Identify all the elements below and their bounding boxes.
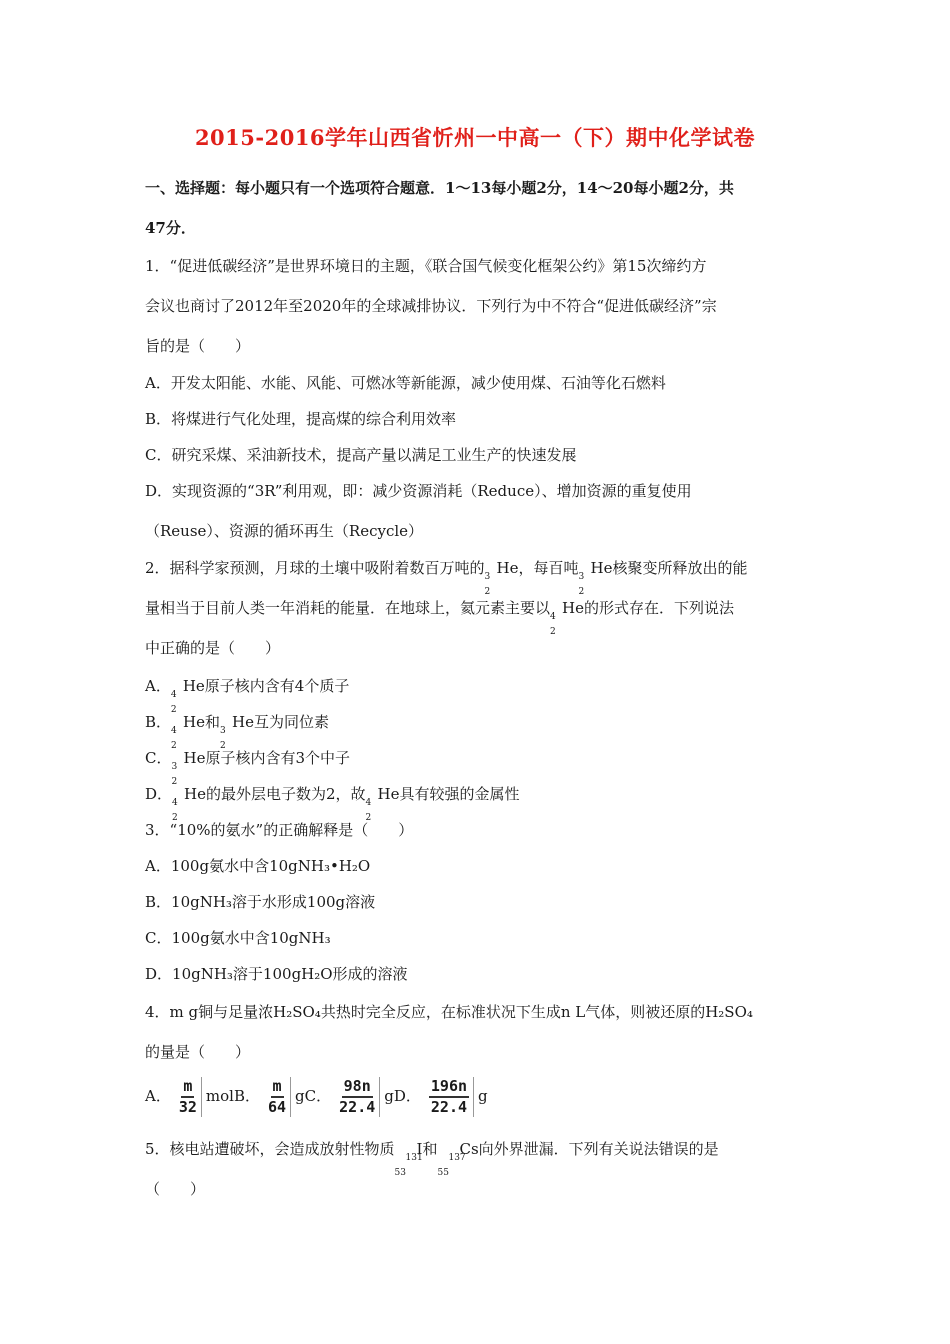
q1-line1: 1．“促进低碳经济”是世界环境日的主题，《联合国气候变化框架公约》第15次缔约方 xyxy=(145,257,707,275)
q1-option-b: B．将煤进行气化处理，提高煤的综合利用效率 xyxy=(145,410,457,428)
q1-option-a: A．开发太阳能、水能、风能、可燃冰等新能源，减少使用煤、石油等化石燃料 xyxy=(145,374,666,392)
q1-line3: 旨的是（ ） xyxy=(145,337,251,355)
q1-option-d-line1: D．实现资源的“3R”利用观，即：减少资源消耗（Reduce）、增加资源的重复使用 xyxy=(145,482,692,500)
q2-line1-text-c: He核聚变所释放出的能 xyxy=(590,559,748,577)
q4-options: A． $\frac{m}{32}$ molB． $\frac{m}{64}$ gC． $\frac{98n}{22.4}$ gD． $\frac{196n}{22.4}$ g xyxy=(145,1077,488,1116)
q2-line2-text-b: He的形式存在．下列说法 xyxy=(562,599,734,617)
q3-option-c: C．100g氨水中含10gNH₃ xyxy=(145,929,331,947)
q2-line3: 中正确的是（ ） xyxy=(145,639,281,657)
q4-line2: 的量是（ ） xyxy=(145,1043,251,1061)
q2-option-c: C． 3 2 He原子核内含有3个中子 xyxy=(145,749,350,787)
fraction-m-over-64: $\frac{m}{64}$ xyxy=(264,1077,291,1117)
q2-line2: 量相当于目前人类一年消耗的能量．在地球上，氦元素主要以 4 2 He的形式存在．下列说法 xyxy=(145,599,734,637)
section-heading-line2: 47分． xyxy=(145,219,196,237)
q2-option-b: B． 4 2 He和 3 2 He互为同位素 xyxy=(145,713,329,751)
q1-option-c: C．研究采煤、采油新技术，提高产量以满足工业生产的快速发展 xyxy=(145,446,577,464)
q2-option-a: A． 4 2 He原子核内含有4个质子 xyxy=(145,677,350,715)
q2-line1: 2．据科学家预测，月球的土壤中吸附着数百万吨的 3 2 He，每百吨 3 2 He核聚变所释放出的能 xyxy=(145,559,748,597)
q2-line1-text-a: 2．据科学家预测，月球的土壤中吸附着数百万吨的 xyxy=(145,559,485,577)
q2-line1-text-b: He，每百吨 xyxy=(496,559,579,577)
q3-option-b: B．10gNH₃溶于水形成100g溶液 xyxy=(145,893,376,911)
fraction-196n-over-22.4: $\frac{196n}{22.4}$ xyxy=(425,1077,474,1117)
q3-option-a: A．100g氨水中含10gNH₃•H₂O xyxy=(145,857,371,875)
fraction-m-over-32: $\frac{m}{32}$ xyxy=(175,1077,202,1117)
q5-line1: 5．核电站遭破坏，会造成放射性物质 131 53 I和 137 55 Cs向外界泄漏．下列有关说法错误的是 xyxy=(145,1140,719,1178)
q3-option-d: D．10gNH₃溶于100gH₂O形成的溶液 xyxy=(145,965,408,983)
q2-option-d: D． 4 2 He的最外层电子数为2，故 4 2 He具有较强的金属性 xyxy=(145,785,520,823)
q5-line2: （ ） xyxy=(145,1180,206,1198)
q1-line2: 会议也商讨了2012年至2020年的全球减排协议．下列行为中不符合“促进低碳经济”宗 xyxy=(145,297,717,315)
section-heading-line1: 一、选择题：每小题只有一个选项符合题意．1～13每小题2分，14～20每小题2分，共 xyxy=(145,179,734,197)
fraction-98n-over-22.4: $\frac{98n}{22.4}$ xyxy=(335,1077,380,1117)
q4-line1: 4．m g铜与足量浓H₂SO₄共热时完全反应，在标准状况下生成n L气体，则被还原的H₂SO₄ xyxy=(145,1003,753,1021)
q3-line1: 3．“10%的氨水”的正确解释是（ ） xyxy=(145,821,414,839)
q2-line2-text-a: 量相当于目前人类一年消耗的能量．在地球上，氦元素主要以 xyxy=(145,599,551,617)
q1-option-d-line2: （Reuse）、资源的循环再生（Recycle） xyxy=(145,522,424,540)
page-title: 2015-2016学年山西省忻州一中高一（下）期中化学试卷 xyxy=(194,125,756,150)
